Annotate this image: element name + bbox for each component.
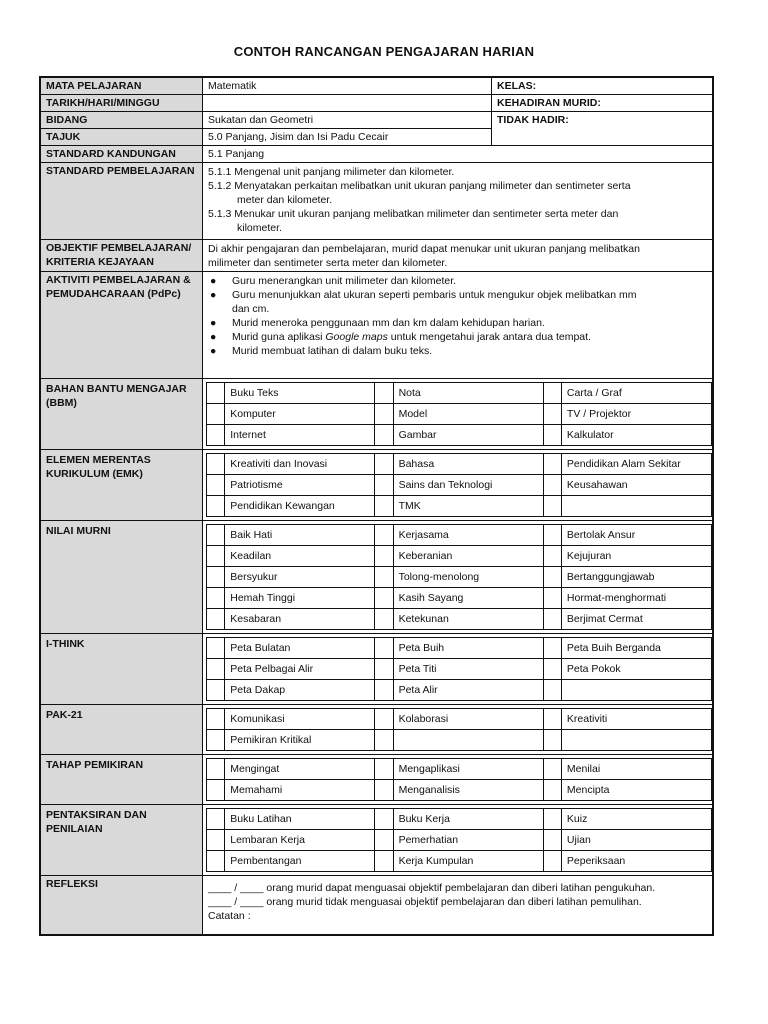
refleksi-line: ____ / ____ orang murid tidak menguasai objektif pembelajaran dan diberi latihan pemulihan. (208, 896, 642, 908)
checkbox[interactable] (207, 659, 225, 680)
checkbox-grid-row (207, 496, 712, 517)
section-label: BAHAN BANTU MENGAJAR (BBM) (41, 379, 203, 449)
checkbox-label: Peta Pelbagai Alir (225, 659, 375, 680)
checkbox-label: Bahasa (393, 454, 543, 475)
header-block (41, 78, 712, 145)
checkbox-label (561, 680, 711, 701)
checkbox-label: Peta Titi (393, 659, 543, 680)
section-label: ELEMEN MERENTAS KURIKULUM (EMK) (41, 450, 203, 520)
checkbox-label: TMK (393, 496, 543, 517)
value-objektif: Di akhir pengajaran dan pembelajaran, murid dapat menukar unit ukuran panjang melibatkan milimeter dan sentimeter serta meter dan kilometer. (208, 243, 640, 269)
checkbox-label: Pemerhatian (393, 830, 543, 851)
checkbox-grid (206, 758, 712, 801)
checkbox-label: Peta Alir (393, 680, 543, 701)
checkbox-label: Mencipta (561, 780, 711, 801)
checkbox[interactable] (543, 383, 561, 404)
checkbox[interactable] (543, 425, 561, 446)
checkbox-grid-row (207, 659, 712, 680)
checkbox[interactable] (207, 475, 225, 496)
checkbox-label: Patriotisme (225, 475, 375, 496)
checkbox-label (561, 730, 711, 751)
checkbox-grid-row (207, 588, 712, 609)
aktiviti-item: ● Murid guna aplikasi Google maps untuk mengetahui jarak antara dua tempat. (210, 331, 591, 343)
checkbox[interactable] (207, 496, 225, 517)
kehadiran-label: KEHADIRAN MURID: (491, 94, 712, 111)
section-label: PAK-21 (41, 705, 203, 754)
checkbox[interactable] (375, 546, 393, 567)
checkbox-label: Kasih Sayang (393, 588, 543, 609)
checkbox-label: Lembaran Kerja (225, 830, 375, 851)
checkbox-label: Keusahawan (561, 475, 711, 496)
checkbox[interactable] (207, 730, 225, 751)
row-tarikh (41, 94, 491, 111)
checkbox-grid-wrap (203, 805, 712, 875)
checkbox-grid (206, 637, 712, 701)
checkbox[interactable] (207, 809, 225, 830)
checkbox-grid-row (207, 609, 712, 630)
aktiviti-item: ● Guru menerangkan unit milimeter dan kilometer. (210, 275, 457, 287)
checkbox[interactable] (543, 659, 561, 680)
checkbox-grid-row (207, 730, 712, 751)
checkbox-label: Kejujuran (561, 546, 711, 567)
checkbox[interactable] (375, 609, 393, 630)
section-row (41, 378, 712, 449)
checkbox-label: Peta Pokok (561, 659, 711, 680)
checkbox[interactable] (207, 830, 225, 851)
checkbox-label: Sains dan Teknologi (393, 475, 543, 496)
checkbox-grid-row (207, 830, 712, 851)
checkbox[interactable] (375, 383, 393, 404)
section-row (41, 449, 712, 520)
checkbox[interactable] (207, 851, 225, 872)
section-row (41, 754, 712, 804)
checkbox-label: Kalkulator (561, 425, 711, 446)
checkbox-label: Kuiz (561, 809, 711, 830)
checkbox-label: Kolaborasi (393, 709, 543, 730)
checkbox[interactable] (375, 454, 393, 475)
checkbox-grid-row (207, 780, 712, 801)
label-aktiviti: AKTIVITI PEMBELAJARAN & PEMUDAHCARAAN (PdPc) (41, 272, 203, 378)
checkbox-label: Kreativiti (561, 709, 711, 730)
section-row (41, 633, 712, 704)
checkbox[interactable] (543, 567, 561, 588)
label-objektif: OBJEKTIF PEMBELAJARAN/ KRITERIA KEJAYAAN (41, 240, 203, 271)
checkbox-grid-row (207, 851, 712, 872)
checkbox-grid (206, 708, 712, 751)
checkbox[interactable] (375, 496, 393, 517)
checkbox[interactable] (375, 404, 393, 425)
checkbox-label: Kesabaran (225, 609, 375, 630)
checkbox-grid-row (207, 546, 712, 567)
label-mata-pelajaran: MATA PELAJARAN (41, 78, 203, 94)
label-standard-pembelajaran: STANDARD PEMBELAJARAN (41, 163, 203, 239)
checkbox-grid-wrap (203, 634, 712, 704)
checkbox[interactable] (207, 425, 225, 446)
label-refleksi: REFLEKSI (41, 876, 203, 934)
checkbox-grid-row (207, 759, 712, 780)
section-label: TAHAP PEMIKIRAN (41, 755, 203, 804)
section-label: NILAI MURNI (41, 521, 203, 633)
checkbox[interactable] (375, 425, 393, 446)
value-mata-pelajaran: Matematik (208, 80, 257, 92)
checkbox-sections (41, 378, 712, 875)
section-label: I-THINK (41, 634, 203, 704)
row-standard-pembelajaran (41, 162, 712, 239)
checkbox-label: Gambar (393, 425, 543, 446)
checkbox[interactable] (375, 809, 393, 830)
checkbox-label: Ujian (561, 830, 711, 851)
checkbox[interactable] (543, 780, 561, 801)
bullet-icon: ● (210, 289, 217, 301)
checkbox-grid-wrap (203, 379, 712, 449)
checkbox-label: Mengaplikasi (393, 759, 543, 780)
checkbox-grid (206, 453, 712, 517)
checkbox-grid-wrap (203, 450, 712, 520)
checkbox-label: Keadilan (225, 546, 375, 567)
checkbox-grid (206, 808, 712, 872)
rph-table (39, 76, 714, 936)
checkbox[interactable] (543, 730, 561, 751)
header-left (41, 78, 491, 145)
checkbox[interactable] (543, 454, 561, 475)
aktiviti-item: ● Guru menunjukkan alat ukuran seperti pembaris untuk mengukur objek melibatkan mm (210, 289, 637, 301)
checkbox-grid-row (207, 404, 712, 425)
checkbox[interactable] (375, 567, 393, 588)
checkbox-label: Pemikiran Kritikal (225, 730, 375, 751)
standard-pembelajaran-list (203, 163, 712, 239)
checkbox-label: Buku Kerja (393, 809, 543, 830)
checkbox-grid-row (207, 709, 712, 730)
checkbox[interactable] (375, 588, 393, 609)
checkbox[interactable] (543, 404, 561, 425)
bullet-icon: ● (210, 331, 217, 343)
checkbox-label: Menilai (561, 759, 711, 780)
checkbox[interactable] (375, 680, 393, 701)
checkbox-label: Bersyukur (225, 567, 375, 588)
checkbox-label: Berjimat Cermat (561, 609, 711, 630)
checkbox-label (393, 730, 543, 751)
value-bidang: Sukatan dan Geometri (208, 114, 314, 126)
checkbox[interactable] (543, 496, 561, 517)
checkbox-label: Komunikasi (225, 709, 375, 730)
checkbox-grid-wrap (203, 755, 712, 804)
checkbox-label: Hemah Tinggi (225, 588, 375, 609)
checkbox-label: Peta Buih (393, 638, 543, 659)
checkbox-grid (206, 524, 712, 630)
checkbox[interactable] (207, 404, 225, 425)
checkbox[interactable] (207, 709, 225, 730)
checkbox-label: Hormat-menghormati (561, 588, 711, 609)
checkbox-label: Ketekunan (393, 609, 543, 630)
value-tajuk: 5.0 Panjang, Jisim dan Isi Padu Cecair (208, 131, 389, 143)
checkbox-label: Nota (393, 383, 543, 404)
bullet-icon: ● (210, 317, 217, 329)
checkbox[interactable] (543, 709, 561, 730)
kelas-label: KELAS: (491, 78, 712, 94)
checkbox[interactable] (375, 780, 393, 801)
checkbox[interactable] (207, 525, 225, 546)
checkbox-label: Tolong-menolong (393, 567, 543, 588)
checkbox-label: Keberanian (393, 546, 543, 567)
checkbox-label: Baik Hati (225, 525, 375, 546)
checkbox-label: Mengingat (225, 759, 375, 780)
checkbox-grid-row (207, 638, 712, 659)
checkbox-grid-row (207, 425, 712, 446)
checkbox-label: Carta / Graf (561, 383, 711, 404)
aktiviti-item: ● Murid membuat latihan di dalam buku teks. (210, 345, 433, 357)
row-tajuk (41, 128, 491, 145)
checkbox[interactable] (543, 759, 561, 780)
checkbox[interactable] (207, 780, 225, 801)
checkbox-label: Peta Dakap (225, 680, 375, 701)
checkbox-label (561, 496, 711, 517)
checkbox[interactable] (543, 588, 561, 609)
label-bidang: BIDANG (41, 112, 203, 128)
checkbox-grid-wrap (203, 705, 712, 754)
checkbox[interactable] (207, 680, 225, 701)
checkbox[interactable] (375, 659, 393, 680)
checkbox-grid-row (207, 383, 712, 404)
checkbox[interactable] (543, 475, 561, 496)
checkbox[interactable] (375, 525, 393, 546)
checkbox-grid-row (207, 525, 712, 546)
checkbox[interactable] (207, 759, 225, 780)
section-row (41, 704, 712, 754)
checkbox-label: Buku Latihan (225, 809, 375, 830)
checkbox[interactable] (375, 475, 393, 496)
checkbox[interactable] (207, 588, 225, 609)
checkbox-label: Pembentangan (225, 851, 375, 872)
label-standard-kandungan: STANDARD KANDUNGAN (41, 146, 203, 162)
checkbox-label: Buku Teks (225, 383, 375, 404)
checkbox-label: Peta Buih Berganda (561, 638, 711, 659)
checkbox[interactable] (375, 759, 393, 780)
checkbox-label: Memahami (225, 780, 375, 801)
row-objektif (41, 239, 712, 271)
row-bidang (41, 111, 491, 128)
sp-item: 5.1.3 Menukar unit ukuran panjang melibatkan milimeter dan sentimeter serta meter dan kilometer. (208, 208, 619, 234)
checkbox[interactable] (207, 546, 225, 567)
checkbox-grid (206, 382, 712, 446)
header-right (491, 78, 712, 145)
checkbox-label: Bertanggungjawab (561, 567, 711, 588)
document-title: CONTOH RANCANGAN PENGAJARAN HARIAN (233, 44, 535, 59)
checkbox-label: Peta Bulatan (225, 638, 375, 659)
value-tarikh (203, 95, 491, 111)
checkbox-label: Kerja Kumpulan (393, 851, 543, 872)
checkbox[interactable] (543, 638, 561, 659)
checkbox-label: Pendidikan Kewangan (225, 496, 375, 517)
section-row (41, 804, 712, 875)
sp-item: 5.1.2 Menyatakan perkaitan melibatkan unit ukuran panjang milimeter dan sentimeter serta meter dan kilometer. (208, 180, 631, 206)
refleksi-line: ____ / ____ orang murid dapat menguasai objektif pembelajaran dan diberi latihan pengukuhan. (208, 882, 656, 894)
checkbox[interactable] (207, 383, 225, 404)
checkbox-label: Menganalisis (393, 780, 543, 801)
bullet-icon: ● (210, 275, 217, 287)
checkbox-label: Bertolak Ansur (561, 525, 711, 546)
checkbox-grid-row (207, 454, 712, 475)
sp-item: 5.1.1 Mengenal unit panjang milimeter dan kilometer. (208, 166, 455, 178)
refleksi-body (203, 876, 712, 934)
checkbox-label: Kerjasama (393, 525, 543, 546)
checkbox[interactable] (375, 851, 393, 872)
checkbox-grid-row (207, 475, 712, 496)
value-standard-kandungan: 5.1 Panjang (208, 148, 265, 160)
aktiviti-item: ● Murid meneroka penggunaan mm dan km dalam kehidupan harian. (210, 317, 545, 329)
checkbox[interactable] (207, 567, 225, 588)
section-row (41, 520, 712, 633)
checkbox[interactable] (207, 638, 225, 659)
row-mata-pelajaran (41, 78, 491, 94)
checkbox[interactable] (375, 638, 393, 659)
checkbox-label: Peperiksaan (561, 851, 711, 872)
row-refleksi (41, 875, 712, 934)
checkbox[interactable] (543, 680, 561, 701)
checkbox[interactable] (543, 809, 561, 830)
checkbox[interactable] (543, 851, 561, 872)
checkbox[interactable] (375, 830, 393, 851)
row-standard-kandungan (41, 145, 712, 162)
tidak-hadir-label: TIDAK HADIR: (491, 111, 712, 145)
checkbox-grid-row (207, 809, 712, 830)
checkbox[interactable] (375, 709, 393, 730)
checkbox-label: Model (393, 404, 543, 425)
label-tajuk: TAJUK (41, 129, 203, 145)
row-aktiviti (41, 271, 712, 378)
checkbox[interactable] (207, 609, 225, 630)
checkbox-label: TV / Projektor (561, 404, 711, 425)
checkbox-grid-row (207, 567, 712, 588)
section-label: PENTAKSIRAN DAN PENILAIAN (41, 805, 203, 875)
label-tarikh: TARIKH/HARI/MINGGU (41, 95, 203, 111)
checkbox[interactable] (375, 730, 393, 751)
checkbox[interactable] (207, 454, 225, 475)
checkbox-label: Pendidikan Alam Sekitar (561, 454, 711, 475)
checkbox[interactable] (543, 609, 561, 630)
checkbox-label: Internet (225, 425, 375, 446)
aktiviti-list: ● Guru menerangkan unit milimeter dan kilometer. ● Guru menunjukkan alat ukuran seperti pembaris untuk mengukur objek melibatkan mm dan cm. ● Murid meneroka penggunaan mm dan km dalam kehidupan harian. ● Murid guna aplikasi Google maps untuk mengetahui jarak antara dua tempat. ● Murid membuat latihan di dalam buku teks. (203, 272, 712, 378)
refleksi-catatan: Catatan : (208, 910, 251, 922)
checkbox-grid-row (207, 680, 712, 701)
checkbox-grid-wrap (203, 521, 712, 633)
checkbox-label: Komputer (225, 404, 375, 425)
checkbox[interactable] (543, 546, 561, 567)
checkbox[interactable] (543, 830, 561, 851)
checkbox[interactable] (543, 525, 561, 546)
bullet-icon: ● (210, 345, 217, 357)
checkbox-label: Kreativiti dan Inovasi (225, 454, 375, 475)
